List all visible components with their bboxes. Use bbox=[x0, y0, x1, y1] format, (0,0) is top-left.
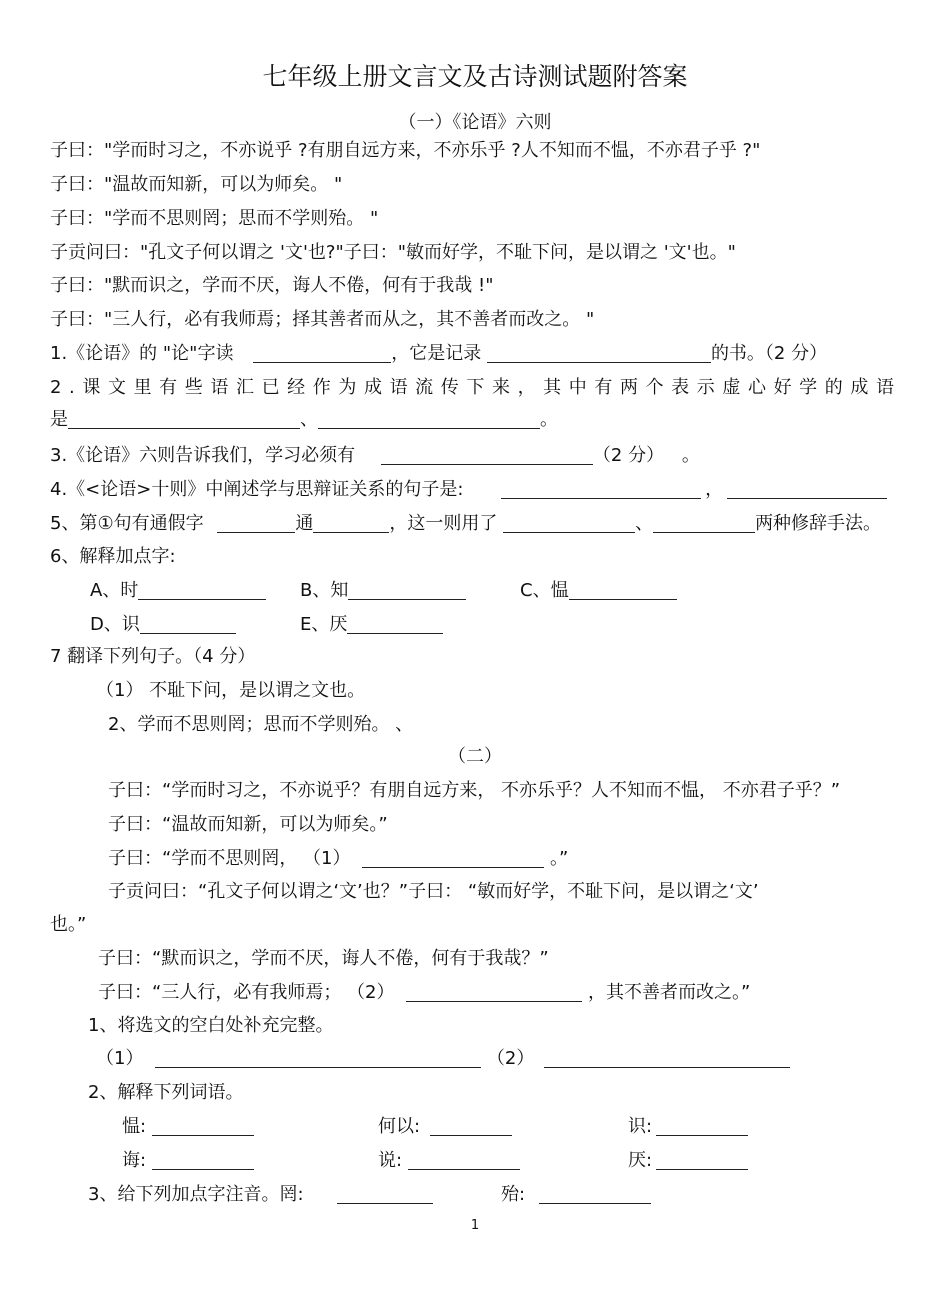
blank-label: （2） bbox=[486, 1048, 535, 1069]
question-text: 的书。（2 分） bbox=[710, 343, 828, 364]
question-text: 1.《论语》的 "论"字读 bbox=[50, 343, 234, 364]
answer-blank[interactable] bbox=[569, 581, 677, 600]
question-text: 。 bbox=[540, 409, 558, 430]
word-item bbox=[628, 1149, 748, 1173]
section-heading-2: （二） bbox=[448, 746, 502, 767]
definition-item bbox=[300, 579, 466, 603]
definition-item bbox=[90, 613, 236, 637]
answer-blank[interactable] bbox=[140, 615, 236, 634]
question-text: 通 bbox=[295, 513, 314, 534]
quote-line: 子贡问曰："孔文子何以谓之 '文'也?"子曰："敏而好学，不耻下问，是以谓之 '文'也。" bbox=[50, 242, 736, 263]
question-7: 7 翻译下列句子。（4 分） bbox=[50, 646, 256, 667]
quote-text: 子曰：“三人行，必有我师焉； （2） bbox=[98, 982, 395, 1003]
question-text: 、 bbox=[300, 409, 318, 430]
question-text: 是 bbox=[50, 409, 68, 430]
item-label: C、愠 bbox=[520, 580, 569, 601]
answer-blank[interactable] bbox=[68, 410, 300, 429]
quote-line: 也。” bbox=[50, 914, 87, 935]
item-label: B、知 bbox=[300, 580, 349, 601]
quote-line bbox=[108, 847, 568, 871]
question-text: 5、第①句有通假字 bbox=[50, 513, 204, 534]
question-text: 3.《论语》六则告诉我们，学习必须有 bbox=[50, 445, 356, 466]
answer-blank[interactable] bbox=[501, 480, 701, 499]
answer-blank[interactable] bbox=[155, 1049, 481, 1068]
answer-blank[interactable] bbox=[348, 581, 466, 600]
section-heading-1: （一）《论语》六则 bbox=[398, 112, 552, 133]
quote-line: 子曰："学而不思则罔；思而不学则殆。 " bbox=[50, 208, 379, 229]
question-text: 。 bbox=[681, 445, 700, 466]
definition-item bbox=[520, 579, 677, 603]
answer-blank[interactable] bbox=[430, 1117, 512, 1136]
answer-blank[interactable] bbox=[347, 615, 443, 634]
word-item bbox=[122, 1149, 254, 1173]
quote-line: 子贡问曰：“孔文子何以谓之‘文’也？”子曰： “敏而好学，不耻下问，是以谓之‘文’ bbox=[108, 881, 759, 902]
quote-text: ，其不善者而改之。” bbox=[587, 982, 751, 1003]
question-4 bbox=[50, 478, 887, 502]
quote-line: 子曰："默而识之，学而不厌，诲人不倦，何有于我哉 !" bbox=[50, 275, 494, 296]
answer-blank[interactable] bbox=[653, 514, 755, 533]
quote-line: 子曰：“默而识之，学而不厌，诲人不倦，何有于我哉？” bbox=[98, 948, 549, 969]
quote-line: 子曰：“温故而知新，可以为师矣。” bbox=[108, 814, 388, 835]
answer-blank[interactable] bbox=[539, 1185, 651, 1204]
answer-blank[interactable] bbox=[503, 514, 635, 533]
answer-blank[interactable] bbox=[727, 480, 887, 499]
word-item bbox=[378, 1115, 512, 1139]
definition-item bbox=[300, 613, 443, 637]
answer-blank[interactable] bbox=[656, 1151, 748, 1170]
word-label: 诲: bbox=[122, 1150, 147, 1171]
definition-item bbox=[90, 579, 266, 603]
answer-blank[interactable] bbox=[337, 1185, 433, 1204]
word-label: 殆: bbox=[500, 1184, 526, 1205]
quote-line bbox=[98, 981, 750, 1005]
answer-blank[interactable] bbox=[656, 1117, 748, 1136]
word-label: 何以: bbox=[378, 1116, 421, 1137]
answer-blank[interactable] bbox=[217, 514, 295, 533]
quote-line: 子曰：“学而时习之，不亦说乎？有朋自远方来， 不亦乐乎？人不知而不愠， 不亦君子乎？” bbox=[108, 780, 841, 801]
answer-blank[interactable] bbox=[313, 514, 389, 533]
answer-blank[interactable] bbox=[152, 1117, 254, 1136]
word-label: 说: bbox=[378, 1150, 403, 1171]
word-item bbox=[122, 1115, 254, 1139]
question-2: 2.课文里有些语汇已经作为成语流传下来，其中有两个表示虚心好学的成语 bbox=[50, 377, 902, 398]
blank-label: （1） bbox=[96, 1048, 144, 1069]
question-1 bbox=[50, 342, 827, 366]
exercise-2: 2、解释下列词语。 bbox=[88, 1082, 244, 1103]
exercise-3 bbox=[88, 1183, 651, 1207]
word-item bbox=[628, 1115, 748, 1139]
answer-blank[interactable] bbox=[381, 446, 593, 465]
question-3 bbox=[50, 444, 700, 468]
quote-line: 子曰："学而时习之，不亦说乎 ?有朋自远方来，不亦乐乎 ?人不知而不愠，不亦君子乎 ?" bbox=[50, 140, 761, 161]
question-text: 两种修辞手法。 bbox=[755, 513, 882, 534]
word-label: 愠: bbox=[122, 1116, 147, 1137]
translate-sentence: 2、学而不思则罔；思而不学则殆。 、 bbox=[108, 714, 414, 735]
exercise-1: 1、将选文的空白处补充完整。 bbox=[88, 1015, 334, 1036]
answer-blank[interactable] bbox=[408, 1151, 520, 1170]
question-text: ，这一则用了 bbox=[389, 513, 498, 534]
answer-blank[interactable] bbox=[406, 983, 582, 1002]
question-text: 、 bbox=[635, 513, 654, 534]
item-label: E、厌 bbox=[300, 614, 348, 635]
quote-line: 子曰："温故而知新，可以为师矣。 " bbox=[50, 174, 343, 195]
question-text: ，它是记录 bbox=[391, 343, 482, 364]
quote-text: 。” bbox=[549, 848, 569, 869]
question-5 bbox=[50, 512, 881, 536]
quote-text: 子曰：“学而不思则罔， （1） bbox=[108, 848, 351, 869]
answer-blank[interactable] bbox=[487, 344, 711, 363]
exercise-label: 3、给下列加点字注音。罔: bbox=[88, 1184, 304, 1205]
page-number: 1 bbox=[470, 1218, 480, 1233]
quote-line: 子曰："三人行，必有我师焉；择其善者而从之，其不善者而改之。 " bbox=[50, 309, 595, 330]
item-label: A、时 bbox=[90, 580, 139, 601]
answer-blank[interactable] bbox=[138, 581, 266, 600]
question-text: （2 分） bbox=[592, 445, 665, 466]
exercise-1-answers bbox=[96, 1047, 790, 1071]
question-6: 6、解释加点字: bbox=[50, 546, 176, 567]
answer-blank[interactable] bbox=[362, 849, 544, 868]
word-item bbox=[378, 1149, 520, 1173]
answer-blank[interactable] bbox=[253, 344, 391, 363]
question-2-answer-line bbox=[50, 408, 558, 432]
answer-blank[interactable] bbox=[318, 410, 540, 429]
item-label: D、识 bbox=[90, 614, 140, 635]
word-label: 厌: bbox=[628, 1150, 653, 1171]
question-text: ， bbox=[705, 479, 724, 500]
translate-sentence: （1） 不耻下问，是以谓之文也。 bbox=[96, 680, 366, 701]
answer-blank[interactable] bbox=[152, 1151, 254, 1170]
answer-blank[interactable] bbox=[544, 1049, 790, 1068]
word-label: 识: bbox=[628, 1116, 653, 1137]
document-title: 七年级上册文言文及古诗测试题附答案 bbox=[262, 62, 688, 91]
question-text: 4.《<论语>十则》中阐述学与思辩证关系的句子是: bbox=[50, 479, 464, 500]
